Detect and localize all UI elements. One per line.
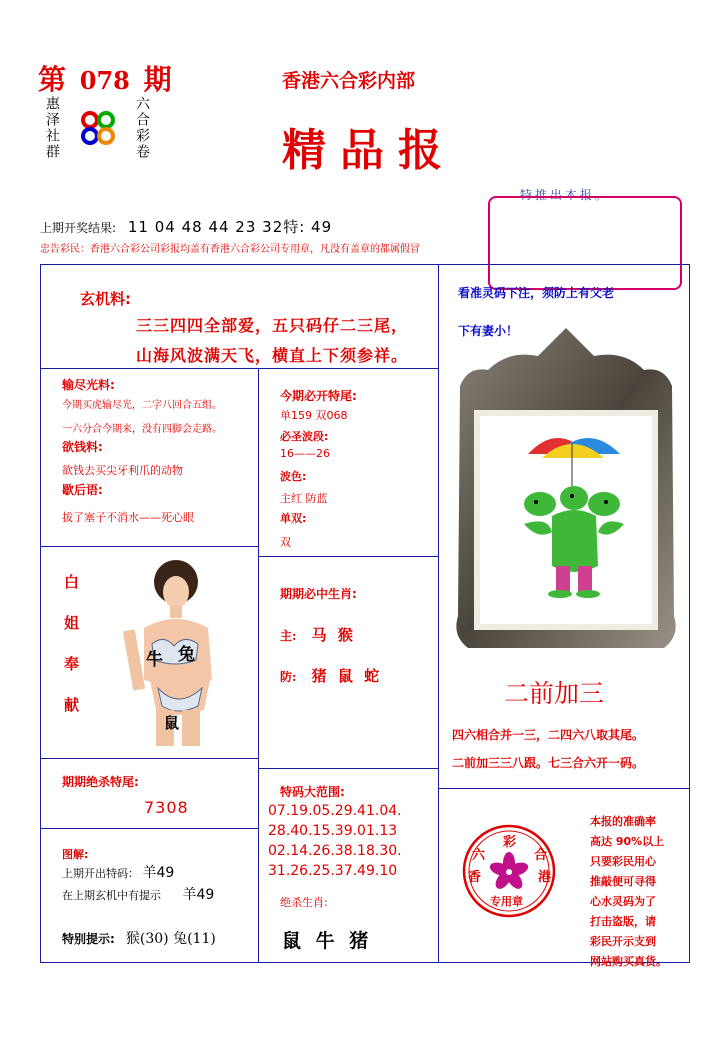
seal-bottom: 专用章 <box>490 895 523 908</box>
tujie-line2 <box>62 884 214 904</box>
special-note: 特推出本报。 <box>520 188 611 202</box>
xuanji-line2: 山海风波满天飞，横直上下须参祥。 <box>136 346 409 365</box>
warning-text: 忠告彩民：香港六合彩公司彩报均盖有香港六合彩公司专用章，凡没有盖章的都属假冒 <box>40 244 420 255</box>
girl-char-3: 奉 <box>64 655 80 673</box>
results-row <box>40 216 332 237</box>
kill-value: 鼠 牛 猪 <box>282 930 373 952</box>
girl-vertical-text <box>64 562 84 726</box>
group-right-label: 六合彩卷 <box>134 96 150 160</box>
girl-char-4: 献 <box>64 696 80 714</box>
tema-rows <box>268 801 402 881</box>
frame-caption: 二前加三 <box>504 679 605 708</box>
girl-tag-rat: 鼠 <box>164 714 180 732</box>
frame-line2: 二前加三三八跟。七三合六开一码。 <box>452 756 645 770</box>
frame-right <box>689 264 690 962</box>
accuracy-line: 心水灵码为了 <box>590 895 656 908</box>
girl-tag-ox: 牛 <box>146 650 163 670</box>
right-top-line1: 看准灵码下注，须防上有父老 <box>458 286 615 300</box>
issue-suffix: 期 <box>143 63 172 96</box>
ornate-frame-picture <box>448 326 684 654</box>
accuracy-line: 网站购买真货。 <box>590 955 667 968</box>
dan-title: 单双: <box>280 512 307 525</box>
lottery-logo <box>78 108 118 148</box>
girl-char-1: 白 <box>64 573 80 591</box>
divider-juesha-bottom <box>40 828 258 829</box>
issue-number: 078 <box>79 66 130 95</box>
tip-value: 猴(30) 兔(11) <box>125 931 216 947</box>
zodiac-guard-value: 猪 鼠 蛇 <box>311 667 383 685</box>
divider-zodiac-bottom <box>258 768 438 769</box>
tip-label: 特别提示: <box>62 932 115 946</box>
kill-label: 绝杀生肖: <box>280 896 328 909</box>
issue-heading <box>38 58 172 98</box>
accuracy-text <box>590 812 667 972</box>
zodiac-main <box>280 624 356 645</box>
xiehou-text: 拔了塞子不消水——死心眼 <box>62 511 194 524</box>
frame-line1: 四六相合并一三，二四六八取其尾。 <box>452 728 645 742</box>
zodiac-guard-label: 防: <box>280 670 297 684</box>
main-title: 精品报 <box>282 125 456 176</box>
tujie-line1 <box>62 862 174 882</box>
accuracy-line: 打击盗版，请 <box>590 915 656 928</box>
qian-text: 欲钱去买尖牙利爪的动物 <box>62 464 183 477</box>
tewei-single: 单159 双068 <box>280 409 348 422</box>
qian-title: 欲钱料: <box>62 440 103 454</box>
seal-left: 六 <box>472 848 486 863</box>
zodiac-main-label: 主: <box>280 629 297 643</box>
tewei-title: 今期必开特尾: <box>280 389 357 403</box>
tema-row: 02.14.26.38.18.30. <box>268 843 402 859</box>
accuracy-line: 高达 90%以上 <box>590 835 665 848</box>
results-label: 上期开奖结果: <box>40 221 117 235</box>
seal-top: 彩 <box>503 835 517 850</box>
dan-value: 双 <box>280 536 291 549</box>
seal-right: 合 <box>534 848 548 863</box>
bo-range: 16——26 <box>280 447 330 460</box>
juesha-value: 7308 <box>144 798 189 817</box>
divider-col-left <box>258 368 259 962</box>
group-left-label: 惠泽社群 <box>44 96 60 160</box>
xiehou-title: 歇后语: <box>62 483 103 497</box>
color-value: 主红 防蓝 <box>280 492 328 505</box>
accuracy-line: 推敲便可寻得 <box>590 875 656 888</box>
issue-prefix: 第 <box>38 63 67 96</box>
zodiac-guard <box>280 665 382 686</box>
bo-title: 必圣波段: <box>280 430 329 443</box>
divider-girl-bottom <box>40 758 258 759</box>
tip-row <box>62 928 216 948</box>
top-title: 香港六合彩内部 <box>282 70 416 92</box>
tujie-line1-value: 羊49 <box>142 865 175 881</box>
seal-right2: 港 <box>538 870 552 885</box>
frame-top <box>40 264 690 265</box>
tujie-line2-value: 羊49 <box>182 887 215 903</box>
juesha-title: 期期绝杀特尾: <box>62 775 139 789</box>
xuanji-line1: 三三四四全部爱，五只码仔二三尾， <box>136 316 409 335</box>
shuxian-line1: 今期买虎输尽光，二字八回合五组。 <box>62 400 222 411</box>
divider-tewei-bottom <box>258 556 438 557</box>
seal-left2: 香 <box>468 870 482 885</box>
right-top-line2: 下有妻小！ <box>458 324 519 338</box>
girl-char-2: 姐 <box>64 614 80 632</box>
zodiac-main-value: 马 猴 <box>311 626 356 644</box>
divider-right-bottom <box>438 788 689 789</box>
tujie-title: 图解: <box>62 848 89 861</box>
tujie-line2-label: 在上期玄机中有提示 <box>62 889 161 902</box>
tema-row: 31.26.25.37.49.10 <box>268 863 398 879</box>
frame-middle <box>438 264 439 962</box>
divider-girl-top <box>40 546 258 547</box>
tema-row: 28.40.15.39.01.13 <box>268 823 398 839</box>
tujie-line1-label: 上期开出特码： <box>62 867 139 880</box>
accuracy-line: 只要彩民用心 <box>590 855 656 868</box>
accuracy-line: 彩民开示支到 <box>590 935 656 948</box>
color-title: 波色: <box>280 470 307 483</box>
shuxian-title: 输尽光料: <box>62 378 115 392</box>
divider-xuanji <box>40 368 438 369</box>
tema-row: 07.19.05.29.41.04. <box>268 803 402 819</box>
results-numbers: 11 04 48 44 23 32特: 49 <box>127 218 333 236</box>
xuanji-title: 玄机料: <box>80 290 131 308</box>
girl-tag-rabbit: 兔 <box>178 645 195 665</box>
tema-title: 特码大范围: <box>280 785 345 799</box>
zodiac-title: 期期必中生肖: <box>280 587 357 601</box>
shuxian-line2: 一六分合今期来，没有四脚会走路。 <box>62 424 222 435</box>
accuracy-line: 本报的准确率 <box>590 815 656 828</box>
